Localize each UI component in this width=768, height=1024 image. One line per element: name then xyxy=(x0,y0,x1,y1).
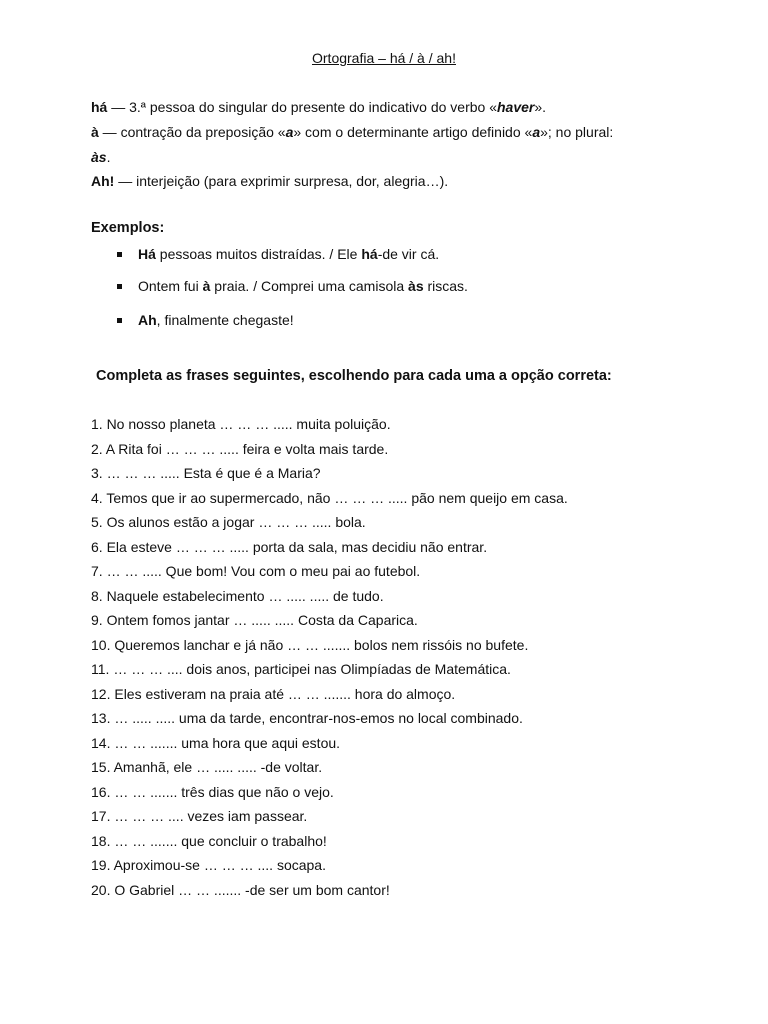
sentence-item: 7. … … ..... Que bom! Vou com o meu pai ao futebol. xyxy=(91,563,421,579)
sentence-item: 9. Ontem fomos jantar … ..... ..... Costa da Caparica. xyxy=(91,612,418,628)
sentence-item: 5. Os alunos estão a jogar … … … ..... bola. xyxy=(91,514,366,530)
sentence-item: 1. No nosso planeta … … … ..... muita poluição. xyxy=(91,416,391,432)
sentence-item: 13. … ..... ..... uma da tarde, encontrar-nos-emos no local combinado. xyxy=(91,710,523,726)
sentence-item: 17. … … … .... vezes iam passear. xyxy=(91,808,308,824)
sentence-item: 20. O Gabriel … … ....... -de ser um bom cantor! xyxy=(91,881,390,898)
sentence-item: 3. … … … ..... Esta é que é a Maria? xyxy=(91,465,321,481)
examples-heading: Exemplos: xyxy=(91,220,165,236)
sentence-item: 12. Eles estiveram na praia até … … ....... hora do almoço. xyxy=(91,685,456,702)
sentence-item: 6. Ela esteve … … … ..... porta da sala, mas decidiu não entrar. xyxy=(91,538,488,555)
term-ah: Ah! xyxy=(91,173,115,189)
exercise-instruction: Completa as frases seguintes, escolhendo para cada uma a opção correta: xyxy=(96,368,612,384)
sentence-item: 2. A Rita foi … … … ..... feira e volta mais tarde. xyxy=(91,440,389,457)
term-a: à xyxy=(91,124,99,140)
sentence-item: 11. … … … .... dois anos, participei nas Olimpíadas de Matemática. xyxy=(91,661,511,677)
definition-a: à — contração da preposição «a» com o determinante artigo definido «a»; no plural: xyxy=(91,124,614,140)
sentence-item: 4. Temos que ir ao supermercado, não … … … ..... pão nem queijo em casa. xyxy=(91,489,568,506)
example-item: Há pessoas muitos distraídas. / Ele há-de vir cá. xyxy=(138,246,440,262)
sentence-item: 10. Queremos lanchar e já não … … ....... bolos nem rissóis no bufete. xyxy=(91,636,529,653)
example-item: Ontem fui à praia. / Comprei uma camisola às riscas. xyxy=(138,278,468,294)
sentence-item: 18. … … ....... que concluir o trabalho! xyxy=(91,832,327,849)
term-ha: há xyxy=(91,99,108,115)
sentence-list xyxy=(91,415,568,905)
definition-a-plural: às. xyxy=(91,149,111,165)
sentence-item: 16. … … ....... três dias que não o vejo. xyxy=(91,783,334,800)
sentence-item: 14. … … ....... uma hora que aqui estou. xyxy=(91,734,341,751)
sentence-item: 15. Amanhã, ele … ..... ..... -de voltar. xyxy=(91,759,323,775)
example-item: Ah, finalmente chegaste! xyxy=(138,312,294,328)
definition-ah: Ah! — interjeição (para exprimir surpresa, dor, alegria…). xyxy=(91,173,449,189)
page-title: Ortografia – há / à / ah! xyxy=(312,50,456,66)
sentence-item: 8. Naquele estabelecimento … ..... ..... de tudo. xyxy=(91,587,384,604)
definition-ha: há — 3.ª pessoa do singular do presente do indicativo do verbo «haver». xyxy=(91,99,547,115)
sentence-item: 19. Aproximou-se … … … .... socapa. xyxy=(91,857,326,873)
term-as: às xyxy=(91,149,107,165)
